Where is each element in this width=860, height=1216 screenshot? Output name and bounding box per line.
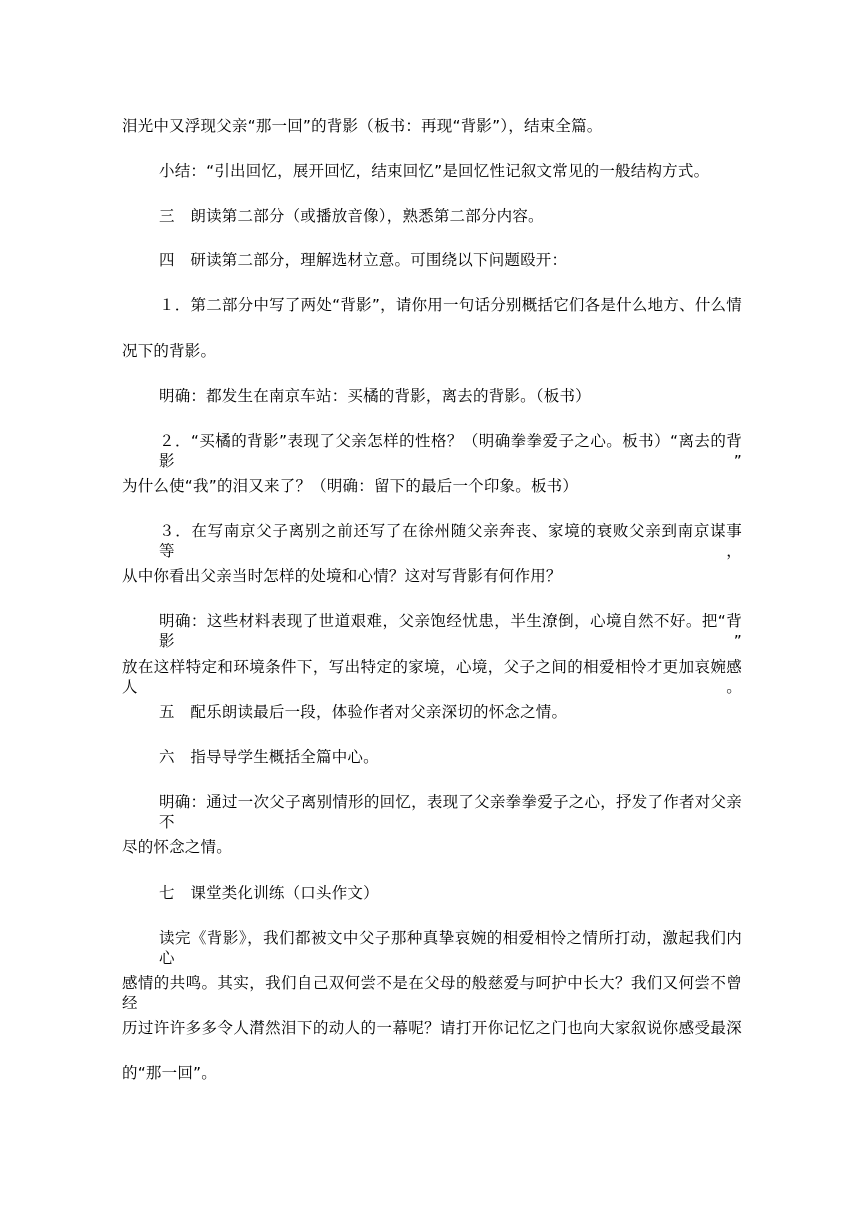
exercise-line-3: 历过许许多多令人潸然泪下的动人的一幕呢？请打开你记忆之门也向大家叙说你感受最深 bbox=[122, 1019, 742, 1037]
answer-6-line-1: 明确：通过一次父子离别情形的回忆，表现了父亲拳拳爱子之心，抒发了作者对父亲不 bbox=[159, 793, 742, 831]
exercise-line-2: 感情的共鸣。其实，我们自己双何尝不是在父母的般慈爱与呵护中长大？我们又何尝不曾经 bbox=[122, 974, 742, 1012]
section-4-heading: 四 研读第二部分，理解选材立意。可围绕以下问题殴开： bbox=[159, 251, 568, 269]
exercise-line-1: 读完《背影》，我们都被文中父子那种真挚哀婉的相爱相怜之情所打动，激起我们内心 bbox=[159, 929, 742, 967]
section-7-heading: 七 课堂类化训练（口头作文） bbox=[159, 884, 379, 902]
answer-1-line: 明确：都发生在南京车站：买橘的背影，离去的背影。（板书） bbox=[159, 387, 591, 405]
question-1-line-1: １．第二部分中写了两处“背影”，请你用一句话分别概括它们各是什么地方、什么情 bbox=[159, 296, 742, 314]
answer-3-line-2: 放在这样特定和环境条件下，写出特定的家境，心境，父子之间的相爱相怜才更加哀婉感人。 bbox=[122, 658, 742, 696]
answer-3-line-1: 明确：这些材料表现了世道艰难，父亲饱经忧患，半生潦倒，心境自然不好。把“背影” bbox=[159, 612, 742, 650]
question-3-line-1: ３．在写南京父子离别之前还写了在徐州随父亲奔丧、家境的衰败父亲到南京谋事等， bbox=[159, 522, 742, 560]
answer-6-line-2: 尽的怀念之情。 bbox=[122, 838, 232, 856]
section-3-heading: 三 朗读第二部分（或播放音像），熟悉第二部分内容。 bbox=[159, 207, 544, 225]
question-2-line-2: 为什么使“我”的泪又来了？（明确：留下的最后一个印象。板书） bbox=[122, 477, 579, 495]
text-line-1: 泪光中又浮现父亲“那一回”的背影（板书：再现“背影”），结束全篇。 bbox=[122, 117, 603, 135]
question-3-line-2: 从中你看出父亲当时怎样的处境和心情？这对写背影有何作用？ bbox=[122, 567, 562, 585]
section-5-heading: 五 配乐朗读最后一段，体验作者对父亲深切的怀念之情。 bbox=[159, 703, 568, 721]
question-1-line-2: 况下的背影。 bbox=[122, 342, 217, 360]
question-2-line-1: ２．“买橘的背影”表现了父亲怎样的性格？（明确拳拳爱子之心。板书）“离去的背影” bbox=[159, 432, 742, 470]
exercise-line-4: 的“那一回”。 bbox=[122, 1064, 217, 1082]
summary-line: 小结：“引出回忆，展开回忆，结束回忆”是回忆性记叙文常见的一般结构方式。 bbox=[159, 162, 710, 180]
section-6-heading: 六 指导导学生概括全篇中心。 bbox=[159, 748, 379, 766]
